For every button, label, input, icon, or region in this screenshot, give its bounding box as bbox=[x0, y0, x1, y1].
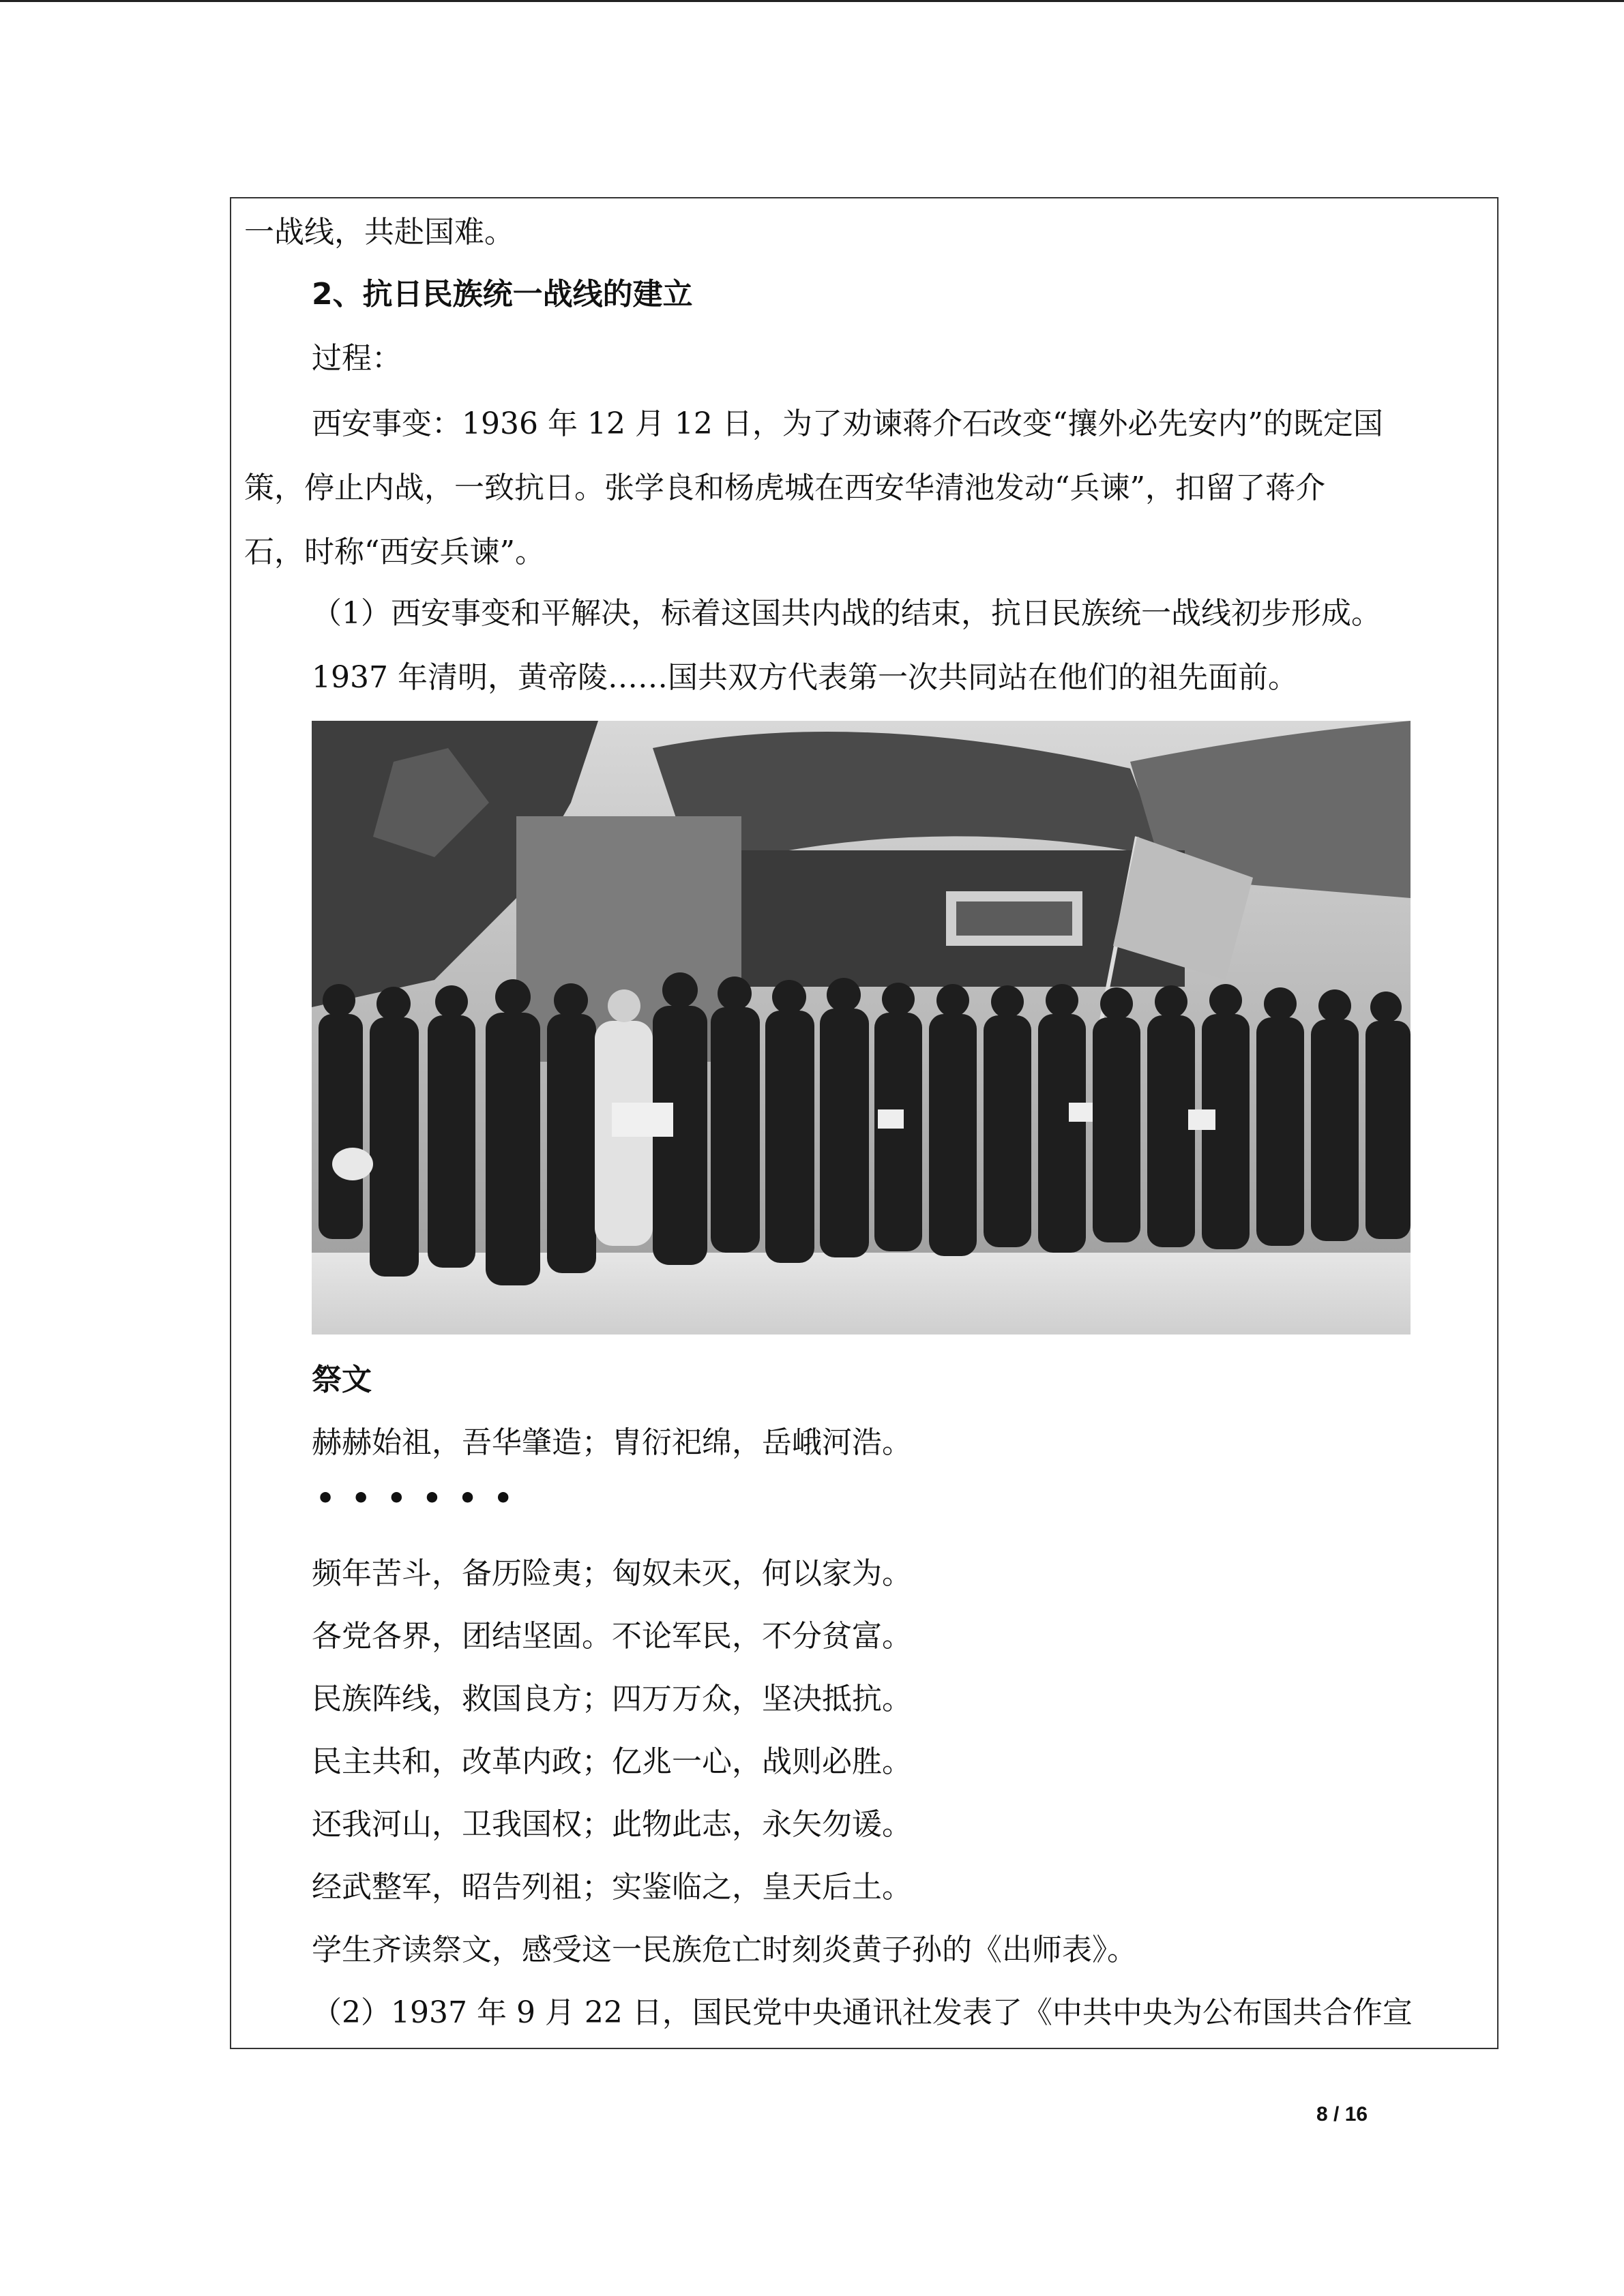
ode-verse: 频年苦斗，备历险夷；匈奴未灭，何以家为。 bbox=[312, 1556, 912, 1591]
ode-first-line: 赫赫始祖，吾华肇造；胄衍祀绵，岳峨河浩。 bbox=[312, 1425, 912, 1460]
text-line: 学生齐读祭文，感受这一民族危亡时刻炎黄子孙的《出师表》。 bbox=[312, 1933, 1137, 1967]
text-line: 石，时称“西安兵谏”。 bbox=[244, 535, 545, 569]
text-line: 策，停止内战，一致抗日。张学良和杨虎城在西安华清池发动“兵谏”，扣留了蒋介 bbox=[244, 471, 1325, 505]
top-rule bbox=[0, 0, 1624, 2]
text-line: 西安事变：1936 年 12 月 12 日，为了劝谏蒋介石改变“攘外必先安内”的既定国 bbox=[312, 406, 1383, 441]
text-line: （2）1937 年 9 月 22 日，国民党中央通讯社发表了《中共中央为公布国共合作宣 bbox=[312, 1995, 1413, 2030]
text-line: 一战线，共赴国难。 bbox=[244, 215, 514, 250]
ode-verse: 民族阵线，救国良方；四万万众，坚决抵抗。 bbox=[312, 1682, 912, 1716]
text-line: 过程： bbox=[312, 341, 402, 376]
ode-ellipsis: •••••• bbox=[316, 1481, 529, 1516]
ode-verse: 经武整军，昭告列祖；实鉴临之，皇天后土。 bbox=[312, 1870, 912, 1905]
photo-illustration bbox=[312, 721, 1411, 1335]
text-line: （1）西安事变和平解决，标着这国共内战的结束，抗日民族统一战线初步形成。 bbox=[312, 596, 1381, 631]
section-heading: 2、抗日民族统一战线的建立 bbox=[312, 277, 693, 312]
ode-verse: 各党各界，团结坚固。不论军民，不分贫富。 bbox=[312, 1619, 912, 1654]
ode-heading: 祭文 bbox=[312, 1362, 372, 1397]
ode-verse: 民主共和，改革内政；亿兆一心，战则必胜。 bbox=[312, 1744, 912, 1779]
page-number: 8 / 16 bbox=[1316, 2103, 1368, 2126]
historical-group-photo bbox=[312, 721, 1411, 1335]
ode-verse: 还我河山，卫我国权；此物此志，永矢勿谖。 bbox=[312, 1807, 912, 1842]
text-line: 1937 年清明，黄帝陵……国共双方代表第一次共同站在他们的祖先面前。 bbox=[312, 660, 1298, 695]
